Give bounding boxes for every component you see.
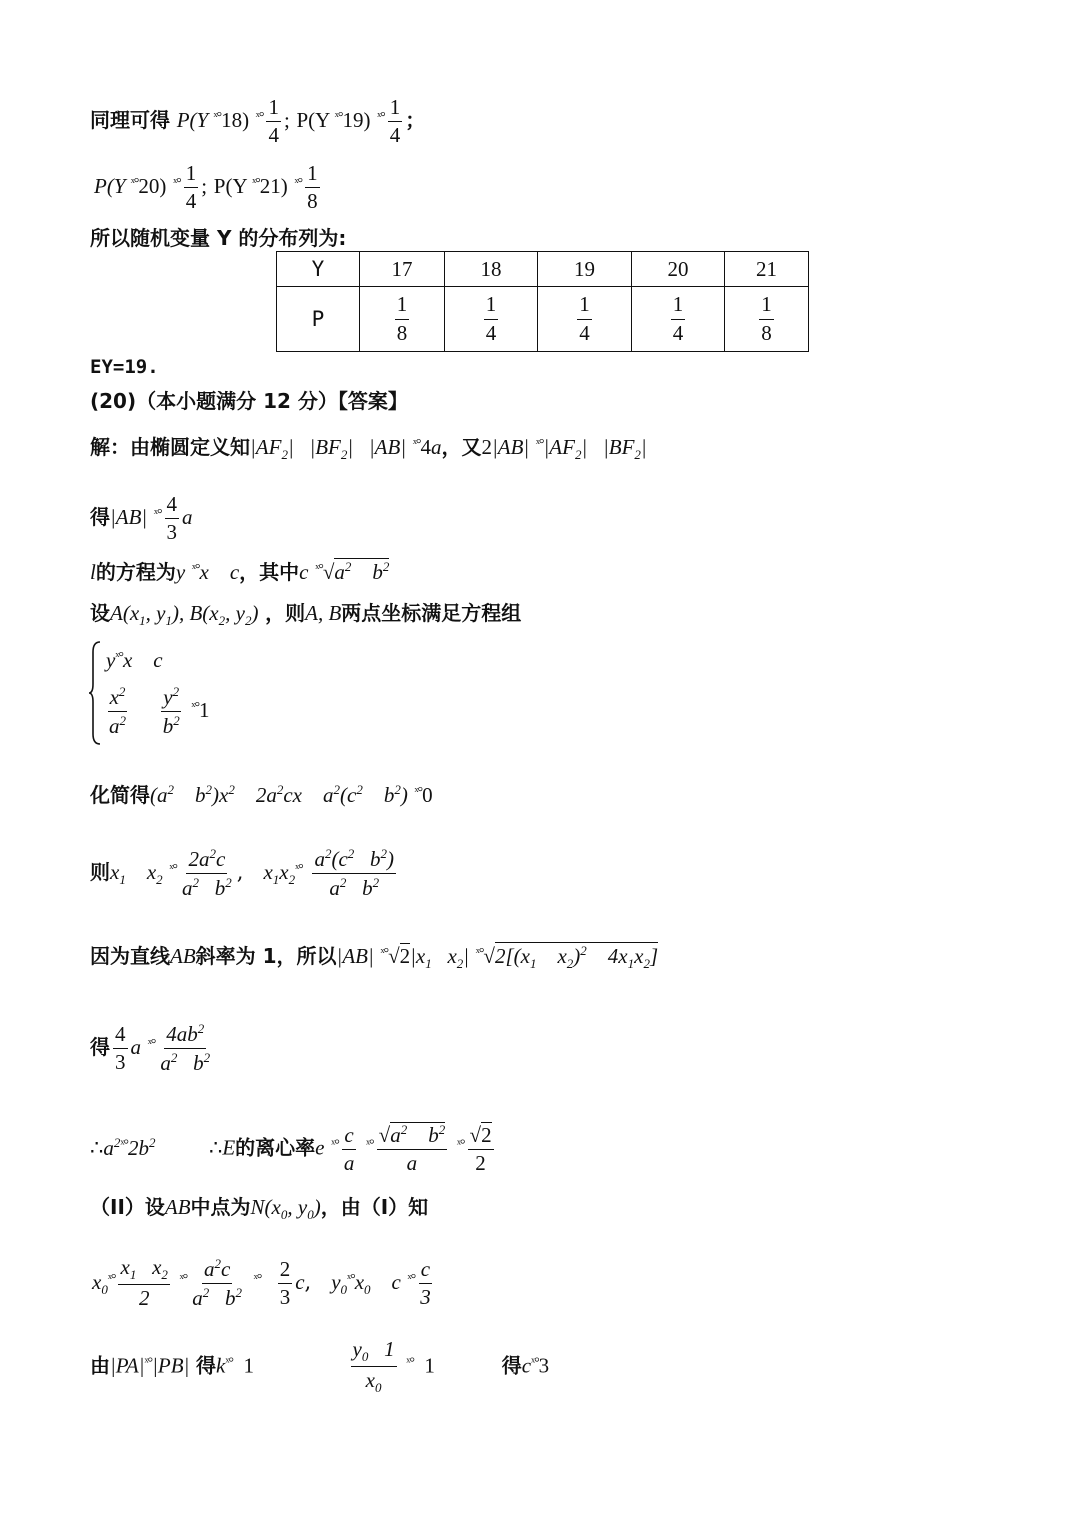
table-cell: $\frac{1}{8}$ (360, 287, 445, 352)
table-cell: 17 (360, 252, 445, 287)
question-heading: (20)（本小题满分 12 分）【答案】 (90, 389, 408, 413)
step-8: 因为直线AB斜率为 1，所以|AB| $^{ˣ^\circ}√2|x_1$ $x_2|$ $^{ˣ^\circ}√2[(x_1$ $x_2)^2$ $4x_1x_2$] (90, 943, 659, 972)
distribution-table (276, 251, 809, 352)
table-header-p: P (277, 287, 360, 352)
system-eq-2: $\frac{x^2}{a^2}$ $\frac{y^2}{b^2}$ $^{ˣ^\circ}$1 (109, 684, 210, 739)
table-cell: $\frac{1}{8}$ (725, 287, 809, 352)
step-3: l的方程为y $^{ˣ^\circ}$x c，其中c $^{ˣ^\circ}√a^2$ $b^2$ (90, 559, 390, 584)
step-1: 解：由椭圆定义知$|AF_2|$ $|BF_2|$ |AB| $^{ˣ^\circ}$4a，又2|AB| $^{ˣ^\circ}|AF_2|$ $|BF_2|$ (90, 435, 647, 463)
expected-value: EY=19. (90, 356, 159, 378)
brace-icon (88, 640, 102, 746)
step-13: 由$|PA|^{ˣ^\circ}|PB|$ 得$k^{ˣ^\circ}$ 1 $\frac{y_0 1}{x_0}$ $^{ˣ^\circ}$ 1 得$c^{ˣ^\circ}3$ (90, 1337, 550, 1396)
step-7: 则$x_1$ $x_2$ $^{ˣ^\circ}$ $\frac{2a^2c}{a^2 b^2}$ , $x_1x_2^{ˣ^\circ}$ $\frac{a^2(c^2 b^2)}{a^2 b^2}$ (90, 846, 395, 901)
system-eq-1: $y^{ˣ^\circ}x$ c (106, 648, 163, 672)
table-row (277, 252, 809, 287)
step-10: $\therefore a^{2ˣ^\circ}2b^2$ ∴E的离心率e $^{ˣ^\circ}$ $\frac{c}{a}$ $^{ˣ^\circ}$ $\frac{√a^2 b^2}{a}$ $^{ˣ^\circ}$ $\frac{√2}{2}$ (90, 1122, 492, 1176)
table-cell: 18 (445, 252, 538, 287)
step-6: 化简得($a^2$ $b^2)x^2$ $2a^2cx$ $a^2(c^2$ $b^2$) $^{ˣ^\circ}$0 (90, 782, 433, 807)
intro-text: 同理可得 (90, 108, 170, 133)
table-cell: $\frac{1}{4}$ (632, 287, 725, 352)
prob-line-2: P(Y $^{ˣ^\circ}$20) $^{ˣ^\circ}$ $\frac{1}{4}$ ; P(Y $^{ˣ^\circ}$21) $^{ˣ^\circ}$ $\frac{1}{8}$ (94, 161, 318, 214)
table-cell: $\frac{1}{4}$ (538, 287, 632, 352)
table-cell: 20 (632, 252, 725, 287)
step-9: 得 $\frac{4}{3}$ a $^{ˣ^\circ}$ $\frac{4ab^2}{a^2 b^2}$ (90, 1021, 211, 1076)
table-cell: 19 (538, 252, 632, 287)
step-4: 设$A(x_1$, $y_1$), $B(x_2$, $y_2$) ，则A, B两点坐标满足方程组 (90, 601, 522, 629)
table-cell: $\frac{1}{4}$ (445, 287, 538, 352)
table-header-y: Y (277, 252, 360, 287)
table-cell: 21 (725, 252, 809, 287)
table-row (277, 287, 809, 352)
step-2: 得|AB| $^{ˣ^\circ}$ $\frac{4}{3}$ a (90, 492, 193, 545)
step-11: （II）设AB中点为$N(x_0$, $y_0$)，由（I）知 (90, 1195, 429, 1223)
prob-line-1: 同理可得 P(Y $^{ˣ^\circ}$18) $^{ˣ^\circ}$ $\frac{1}{4}$ ; P(Y $^{ˣ^\circ}$19) $^{ˣ^\circ}$ $\frac{1}{4}$ ； (90, 95, 426, 148)
step-12: $x_0^{ˣ^\circ}$ $\frac{x_1 x_2}{2}$ $^{ˣ^\circ}$ $\frac{a^2c}{a^2 b^2}$ $^{ˣ^\circ}$ $\frac{2}{3}$ c, $y_0^{ˣ^\circ}x_0$ c $^{ˣ^\circ}$ $\frac{c}{3}$ (92, 1255, 431, 1311)
dist-title: 所以随机变量 Y 的分布列为: (90, 226, 347, 250)
